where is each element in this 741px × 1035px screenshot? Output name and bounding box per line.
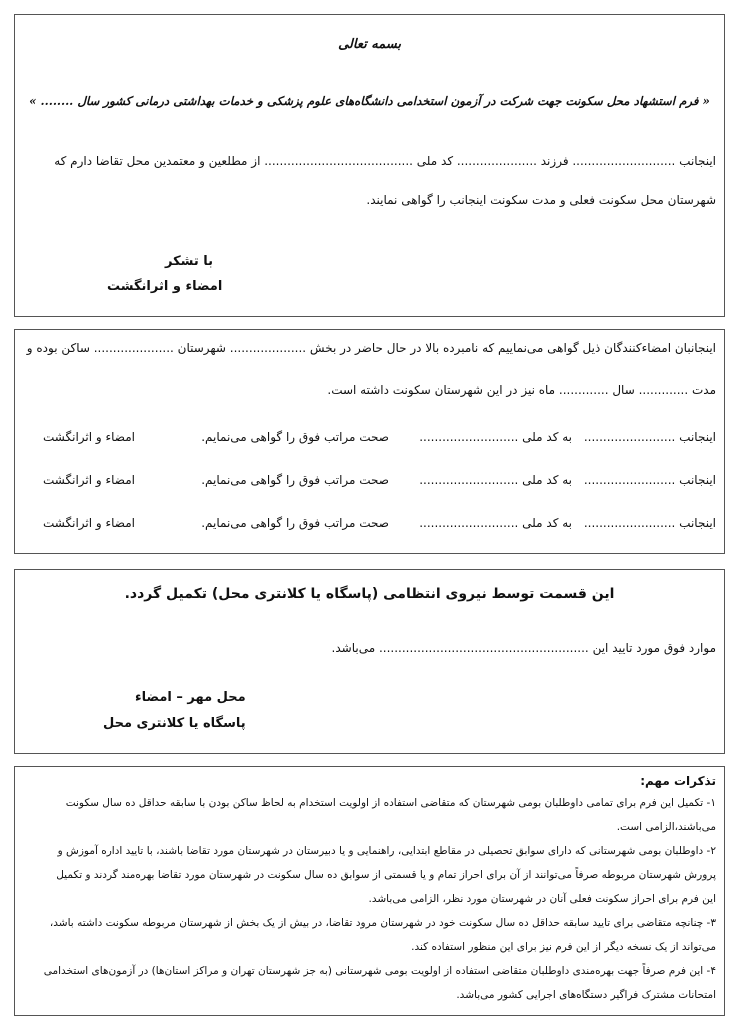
witness-national-id: به کد ملی ..........................	[419, 473, 572, 487]
witness-confirmation: صحت مراتب فوق را گواهی می‌نمایم.	[201, 430, 389, 444]
witness-signature: امضاء و اثرانگشت	[43, 430, 135, 444]
note-line: پرورش شهرستان مربوطه صرفاً می‌توانند از آن برای احراز تمام و یا قسمتی از سوابق ده سال سکونت در شهرستان مورد تقاضا بهره‌مند گردند و تکمیل	[56, 869, 716, 881]
note-line: امتحانات مشترک فراگیر دستگاه‌های اجرایی کشور می‌باشد.	[456, 989, 716, 1001]
witness-national-id: به کد ملی ..........................	[419, 430, 572, 444]
applicant-line-1: اینجانب ........................... فرزند ..................... کد ملی ....................................... از مطلعین و معتمدین محل تقاضا دارم که	[54, 154, 716, 168]
note-line: ۴- این فرم صرفاً جهت بهره‌مندی داوطلبان متقاضی استفاده از اولویت بومی شهرستانی (به جز شهرستان تهران و مراکز استان‌ها) در آزمون‌های استخدامی	[43, 965, 716, 977]
police-confirmation-line: موارد فوق مورد تایید این ....................................................... می‌باشد.	[331, 641, 716, 655]
form-title: « فرم استشهاد محل سکونت جهت شرکت در آزمون استخدامی دانشگاه‌های علوم پزشکی و خدمات بهداشتی درمانی کشور سال ........ »	[29, 94, 710, 108]
basmala-heading: بسمه تعالی	[338, 37, 401, 52]
note-line: می‌باشند،الزامی است.	[616, 821, 716, 833]
notes-section	[14, 766, 725, 1016]
witnesses-line-1: اینجانبان امضاءکنندگان ذیل گواهی می‌نماییم که نامبرده بالا در حال حاضر در بخش .................... شهرستان ..................... ساکن بوده و	[26, 341, 716, 355]
police-section	[14, 569, 725, 754]
applicant-line-2: شهرستان محل سکونت فعلی و مدت سکونت اینجانب را گواهی نمایند.	[366, 193, 716, 207]
notes-heading: تذکرات مهم:	[640, 774, 716, 788]
witness-signature: امضاء و اثرانگشت	[43, 516, 135, 530]
witnesses-section	[14, 329, 725, 554]
thanks-text: با تشکر	[165, 254, 214, 269]
witness-name: اینجانب ........................	[583, 473, 716, 487]
note-line: این فرم برای احراز سکونت فعلی آنان در شهرستان مورد نظر، الزامی می‌باشد.	[368, 893, 716, 905]
witness-name: اینجانب ........................	[583, 516, 716, 530]
applicant-section	[14, 14, 725, 317]
witness-confirmation: صحت مراتب فوق را گواهی می‌نمایم.	[201, 473, 389, 487]
police-station-label: پاسگاه یا کلانتری محل	[103, 716, 246, 731]
note-line: ۱- تکمیل این فرم برای تمامی داوطلبان بومی شهرستان که متقاضی استفاده از اولویت استخدام به لحاظ ساکن بودن با سابقه حداقل ده سال سکونت	[65, 797, 716, 809]
note-line: می‌تواند از یک نسخه دیگر از این فرم نیز برای این منظور استفاده کند.	[411, 941, 716, 953]
witnesses-line-2: مدت ............. سال ............. ماه نیز در این شهرستان سکونت داشته است.	[327, 383, 716, 397]
police-heading: این قسمت توسط نیروی انتظامی (پاسگاه یا کلانتری محل) تکمیل گردد.	[124, 586, 615, 602]
note-line: ۲- داوطلبان بومی شهرستانی که دارای سوابق تحصیلی در مقاطع ابتدایی، راهنمایی و یا دبیرستان در شهرستان مورد تقاضا باشند، با تایید اداره آموزش و	[57, 845, 716, 857]
witness-signature: امضاء و اثرانگشت	[43, 473, 135, 487]
witness-name: اینجانب ........................	[583, 430, 716, 444]
applicant-signature-label: امضاء و اثرانگشت	[107, 279, 223, 294]
stamp-signature-label: محل مهر – امضاء	[135, 690, 246, 705]
witness-national-id: به کد ملی ..........................	[419, 516, 572, 530]
witness-confirmation: صحت مراتب فوق را گواهی می‌نمایم.	[201, 516, 389, 530]
note-line: ۳- چنانچه متقاضی برای تایید سابقه حداقل ده سال سکونت خود در شهرستان مرود تقاضا، در بیش از یک بخش از شهرستان مربوطه سکونت داشته باشد،	[49, 917, 716, 929]
